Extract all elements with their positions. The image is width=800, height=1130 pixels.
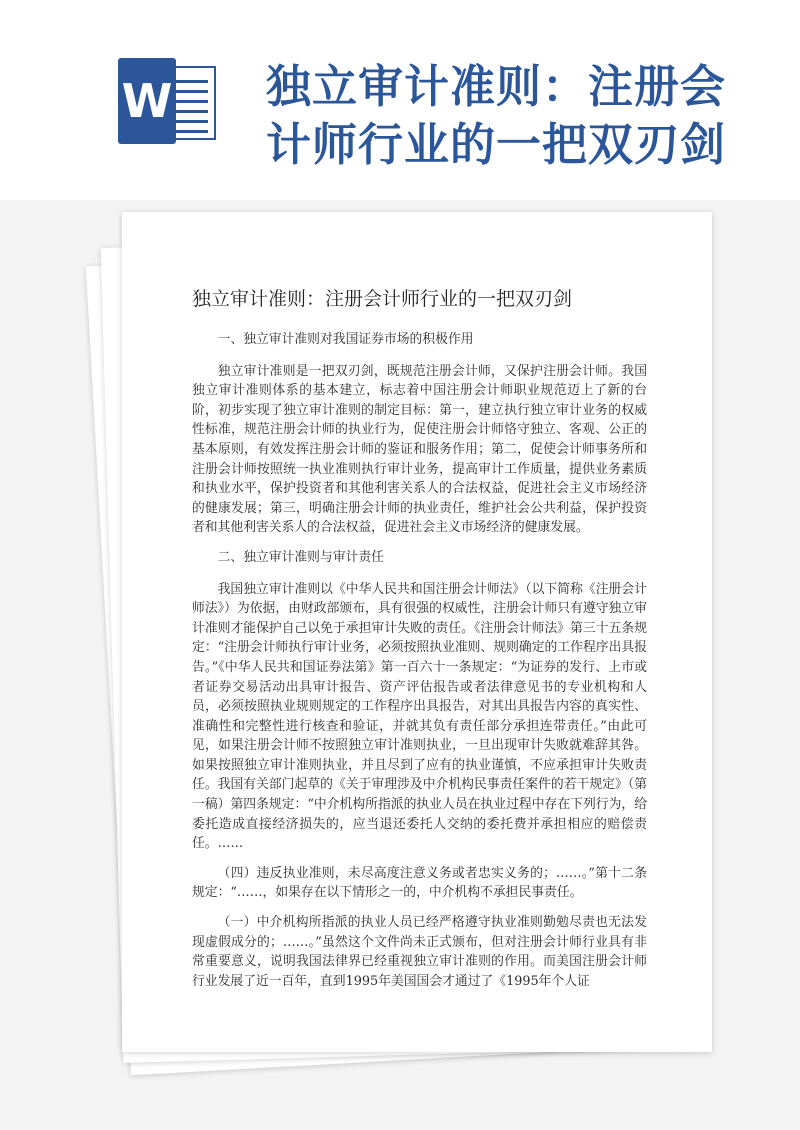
section-heading-2: 二、独立审计准则与审计责任	[217, 549, 384, 565]
document-page	[122, 212, 712, 1052]
word-document-icon	[118, 58, 220, 144]
document-body	[192, 330, 647, 1001]
word-letter-badge: W	[118, 58, 176, 144]
banner-title: 独立审计准则：注册会计师行业的一把双刃剑	[266, 60, 727, 171]
paragraph-3: （四）违反执业准则，未尽高度注意义务或者忠实义务的；……。”第十二条规定：“……，如果存在以下情形之一的，中介机构不承担民事责任。	[192, 865, 647, 901]
paragraph-2: 我国独立审计准则以《中华人民共和国注册会计师法》（以下简称《注册会计师法》）为依据，由财政部颁布，具有很强的权威性，注册会计师只有遵守独立审计准则才能保护自己以免于承担审计失败的责任。《注册会计师法》第三十五条规定：“注册会计师执行审计业务，必须按照执业准则、规则确定的工作程序出具报告。”《中华人民共和国证券法第》第一百六十一条规定：“为证券的发行、上市或者证券交易活动出具审计报告、资产评估报告或者法律意见书的专业机构和人员，必须按照执业规则规定的工作程序出具报告，对其出具报告内容的真实性、准确性和完整性进行核查和验证，并就其负有责任部分承担连带责任。”由此可见，如果注册会计师不按照独立审计准则执业，一旦出现审计失败就难辞其咎。如果按照独立审计准则执业，并且尽到了应有的执业谨慎，不应承担审计失败责任。我国有关部门起草的《关于审理涉及中介机构民事责任案件的若干规定》（第一稿）第四条规定：“中介机构所指派的执业人员在执业过程中存在下列行为，给委托造成直接经济损失的，应当退还委托人交纳的委托费并承担相应的赔偿责任。……	[192, 581, 647, 852]
section-heading-1: 一、独立审计准则对我国证券市场的积极作用	[217, 332, 474, 347]
paragraph-1: 独立审计准则是一把双刃剑，既规范注册会计师，又保护注册会计师。我国独立审计准则体系的基本建立，标志着中国注册会计师职业规范迈上了新的台阶，初步实现了独立审计准则的制定目标：第一，建立执行独立审计业务的权威性标准，规范注册会计师的执业行为，促使注册会计师恪守独立、客观、公正的基本原则，有效发挥注册会计师的鉴证和服务作用；第二，促使会计师事务所和注册会计师按照统一执业准则执行审计业务，提高审计工作质量，提供业务素质和执业水平，保护投资者和其他利害关系人的合法权益，促进社会主义市场经济的健康发展；第三，明确注册会计师的执业责任，维护社会公共利益，保护投资者和其他利害关系人的合法权益，促进社会主义市场经济的健康发展。	[192, 363, 647, 536]
paragraph-4: （一）中介机构所指派的执业人员已经严格遵守执业准则勤勉尽责也无法发现虚假成分的；……。”虽然这个文件尚未正式颁布，但对注册会计师行业具有非常重要意义，说明我国法律界已经重视独立审计准则的作用。而美国注册会计师行业发展了近一百年，直到1995年美国国会才通过了《1995年个人证	[192, 915, 647, 989]
document-title: 独立审计准则：注册会计师行业的一把双刃剑	[192, 288, 573, 310]
